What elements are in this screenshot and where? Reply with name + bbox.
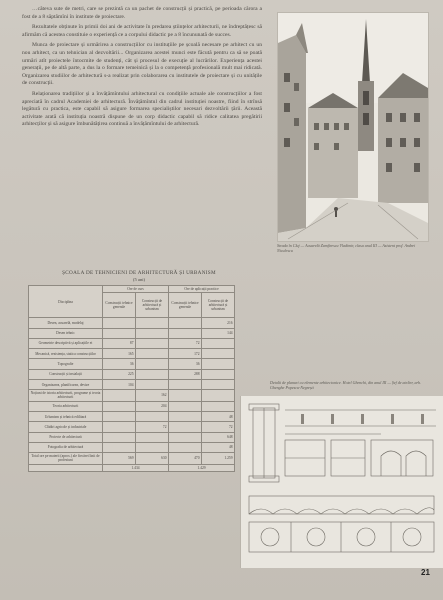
value-cell xyxy=(169,422,202,432)
body-paragraph: Relaționarea tradițiilor și a învățămîntului arhitectural cu condițiile actuale ale construcțiilor a fost apreciată în cadrul Academiei de arhitectură. Învățămîntul din cadrul instituției noastre, fiind în strînsă legătură cu practica, este capabil să asigure formarea specialiștilor necesari dezvoltării țării. Această activitate arată că instituția noastră dispune de un corp didactic capabil să ridice calitatea pregătirii arhitecților și să asigure îmbunătățirea continuă a învățămîntului de arhitectură. xyxy=(22,90,262,128)
total-cell: 1.259 xyxy=(202,453,235,464)
table-row xyxy=(29,359,235,369)
table-row xyxy=(29,349,235,359)
value-cell xyxy=(136,349,169,359)
street-sketch-drawing xyxy=(278,13,428,241)
grand-total-cell: 1.434 xyxy=(103,464,169,471)
table-row xyxy=(29,318,235,328)
table-row xyxy=(29,379,235,389)
value-cell xyxy=(136,442,169,452)
value-cell: 87 xyxy=(103,338,136,348)
page-number: 21 xyxy=(421,568,430,577)
table-grand-totals-row xyxy=(29,464,235,471)
discipline-cell: Teoria arhitecturii xyxy=(29,401,103,411)
value-cell: 36 xyxy=(103,359,136,369)
value-cell xyxy=(136,369,169,379)
grand-total-spacer xyxy=(29,464,103,471)
total-cell: 630 xyxy=(136,453,169,464)
value-cell xyxy=(202,338,235,348)
table-row xyxy=(29,390,235,401)
totals-label: Total ore pe materii (aprox.) ale fiecărei linii de profesiuni xyxy=(29,453,103,464)
table-row xyxy=(29,432,235,442)
value-cell xyxy=(169,411,202,421)
figure-caption-bottom: Detalii de planuri cu elemente arhitectonice. Hotel Ghenchi, din anul III — Șef de atelier, arh. Ghenghe Popescu-Negrești xyxy=(270,380,422,391)
body-paragraph: Rezultatele obținute în primii doi ani de activitate în predarea științelor arhitecturii, ne îndreptățesc să afirmăm că acestea constituie o experiență ce a corpului didactic pe a 8 încununată de succes. xyxy=(22,24,262,38)
total-cell: 470 xyxy=(169,453,202,464)
discipline-cell: Geometrie descriptivă și aplicațiile ei xyxy=(29,338,103,348)
body-paragraph: Munca de proiectare și urmărirea a construcțiilor cu instituțiile pe școală necesare pe arhitect cu un nou arhitect, ca un tehnician al dezvoltării... Organizarea acestei munci este făcută pentru ca să se poată urmări atît proiectele întocmite de studenți, cât și procesul de execuție al lucrărilor. Experiența acestei generații, pe de altă parte, a dus la o formare temeinică și la o competență profesională mult mai ridicată. Organizarea studiilor de arhitectură s-a realizat prin colaborarea cu institutele de proiectare și cu unitățile de construcții. xyxy=(22,42,262,87)
value-cell: 288 xyxy=(169,369,202,379)
figure-caption-top: Strada în Cluj — Acuarelă Zamfirescu Vladimir, clasa anul III — Asistent prof. Andrei Niculescu xyxy=(277,243,416,254)
architectural-detail-drawing xyxy=(240,396,443,568)
value-cell xyxy=(103,328,136,338)
table-row xyxy=(29,401,235,411)
value-cell: 104 xyxy=(103,379,136,389)
discipline-cell: Noțiuni de istoria arhitecturii, programe și teoria arhitecturii xyxy=(29,390,103,401)
column-header-sub: Construcții tehnice generale xyxy=(103,293,136,318)
table-body xyxy=(29,318,235,453)
value-cell xyxy=(136,432,169,442)
table-row xyxy=(29,338,235,348)
total-cell: 569 xyxy=(103,453,136,464)
value-cell xyxy=(169,432,202,442)
value-cell xyxy=(103,401,136,411)
discipline-cell: Topografie xyxy=(29,359,103,369)
value-cell xyxy=(169,442,202,452)
table-title: ȘCOALA DE TEHNICIENI DE ARHITECTURĂ ȘI URBANISM xyxy=(62,270,216,276)
table-subtitle: (5 ani) xyxy=(132,277,146,282)
value-cell xyxy=(169,328,202,338)
table-row xyxy=(29,411,235,421)
value-cell: 72 xyxy=(202,422,235,432)
value-cell xyxy=(169,390,202,401)
column-header-group-courses: Ore de curs xyxy=(103,286,169,293)
value-cell xyxy=(103,432,136,442)
value-cell: 162 xyxy=(136,390,169,401)
value-cell xyxy=(169,318,202,328)
value-cell xyxy=(103,422,136,432)
value-cell xyxy=(202,379,235,389)
body-text-column xyxy=(22,6,262,132)
curriculum-table xyxy=(28,285,235,472)
discipline-cell: Clădiri agricole și industriale xyxy=(29,422,103,432)
value-cell xyxy=(103,390,136,401)
grand-total-cell: 1.429 xyxy=(169,464,235,471)
body-paragraph: …căteva sute de metri, care se prezintă ca un pachet de construcții și practică, pe perioada cărora a fost de a 8 săptămîni în institute de proiectare. xyxy=(22,6,262,20)
discipline-cell: Construcții și instalații xyxy=(29,369,103,379)
column-header-group-practice: Ore de aplicații practice xyxy=(169,286,235,293)
value-cell xyxy=(136,328,169,338)
technical-drawing-sheet xyxy=(241,396,443,568)
watercolor-street-illustration xyxy=(277,12,429,242)
value-cell xyxy=(202,349,235,359)
column-header-sub: Construcții tehnice generale xyxy=(169,293,202,318)
discipline-cell: Urbanism și tehnică edilitară xyxy=(29,411,103,421)
value-cell: 36 xyxy=(169,359,202,369)
value-cell xyxy=(202,369,235,379)
value-cell xyxy=(103,318,136,328)
value-cell xyxy=(103,442,136,452)
discipline-cell: Organizarea, planificarea, devize xyxy=(29,379,103,389)
value-cell: 648 xyxy=(202,432,235,442)
discipline-cell: Fotografia de arhitectură xyxy=(29,442,103,452)
column-header-discipline: Disciplina xyxy=(29,286,103,318)
value-cell xyxy=(136,318,169,328)
discipline-cell: Mecanică, rezistența, statica construcțiilor xyxy=(29,349,103,359)
value-cell xyxy=(169,379,202,389)
value-cell xyxy=(136,379,169,389)
discipline-cell: Desen, acuarelă, modelaj xyxy=(29,318,103,328)
value-cell: 48 xyxy=(202,442,235,452)
table-row xyxy=(29,369,235,379)
value-cell: 216 xyxy=(202,318,235,328)
value-cell xyxy=(136,338,169,348)
value-cell: 225 xyxy=(103,369,136,379)
value-cell: 144 xyxy=(202,328,235,338)
value-cell xyxy=(202,401,235,411)
value-cell xyxy=(136,411,169,421)
value-cell xyxy=(103,411,136,421)
discipline-cell: Desen tehnic xyxy=(29,328,103,338)
column-header-sub: Construcții de arhitectură și urbanism xyxy=(136,293,169,318)
value-cell: 172 xyxy=(169,349,202,359)
table-row xyxy=(29,442,235,452)
table-header-row xyxy=(29,286,235,293)
value-cell xyxy=(136,359,169,369)
value-cell: 72 xyxy=(136,422,169,432)
table-row xyxy=(29,422,235,432)
value-cell: 72 xyxy=(169,338,202,348)
column-header-sub: Construcții de arhitectură și urbanism xyxy=(202,293,235,318)
table-row xyxy=(29,328,235,338)
value-cell xyxy=(202,359,235,369)
value-cell xyxy=(169,401,202,411)
discipline-cell: Proiecte de arhitectură xyxy=(29,432,103,442)
value-cell: 165 xyxy=(103,349,136,359)
value-cell: 48 xyxy=(202,411,235,421)
value-cell xyxy=(202,390,235,401)
value-cell: 204 xyxy=(136,401,169,411)
table-totals-row xyxy=(29,453,235,464)
